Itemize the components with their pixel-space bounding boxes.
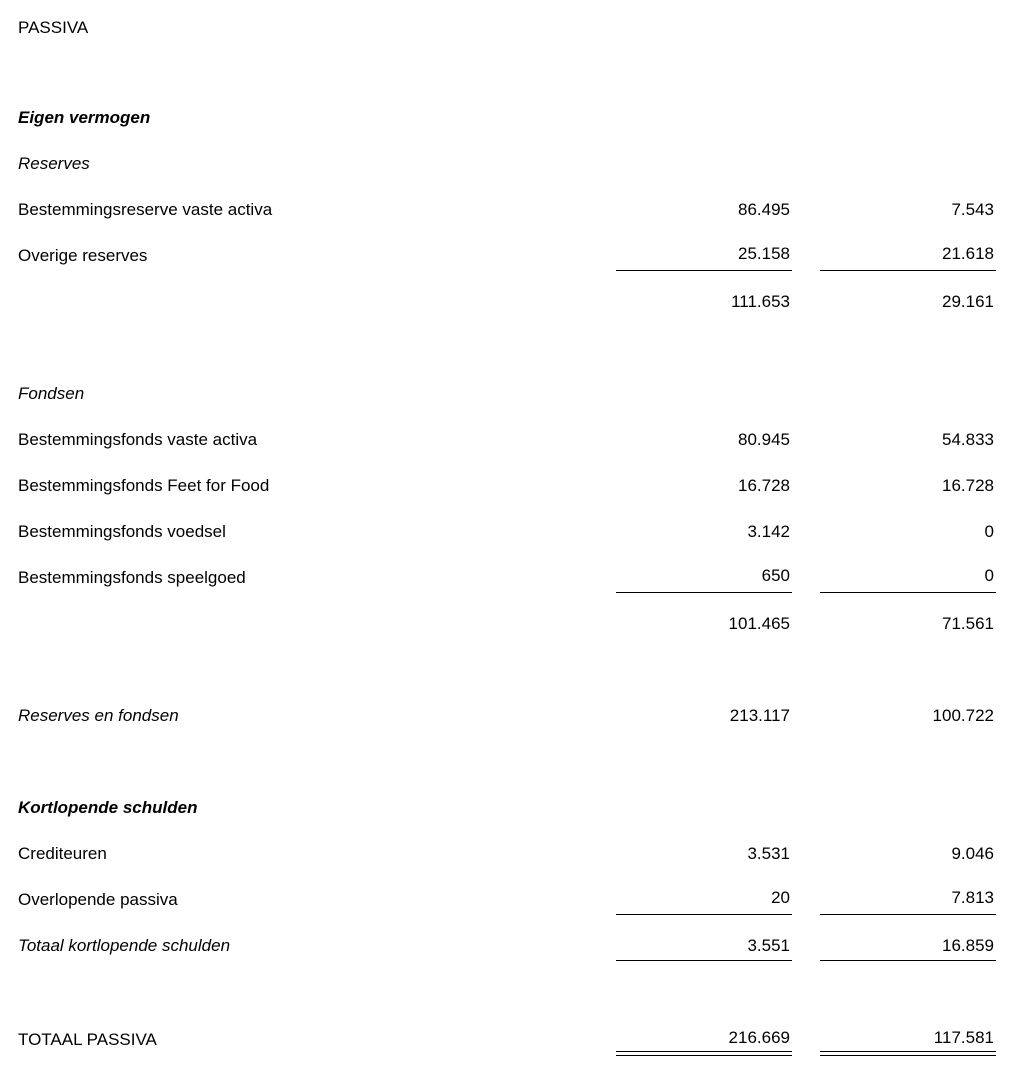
subtotal-col-2: 29.161 [942, 292, 994, 311]
row-label: Bestemmingsreserve vaste activa [18, 200, 273, 219]
value-col-2: 100.722 [932, 706, 994, 725]
table-row [0, 425, 1018, 455]
value-col-1: 25.158 [738, 244, 790, 263]
value-col-1: 16.728 [738, 476, 790, 495]
value-col-2: 9.046 [951, 844, 994, 863]
subtotal-col-2: 71.561 [942, 614, 994, 633]
row-label: Overige reserves [18, 246, 148, 265]
value-col-2: 7.813 [951, 888, 994, 907]
table-row [0, 839, 1018, 869]
page-heading: PASSIVA [18, 18, 89, 37]
total-row-reserves-en-fondsen [0, 701, 1018, 731]
value-col-2: 7.543 [951, 200, 994, 219]
subtotal-rule [616, 914, 792, 915]
subtotal-rule [616, 592, 792, 593]
value-col-2: 21.618 [942, 244, 994, 263]
value-col-1: 86.495 [738, 200, 790, 219]
value-col-1: 3.551 [747, 936, 790, 955]
row-label: Reserves en fondsen [18, 706, 179, 725]
table-row [0, 517, 1018, 547]
total-row-kortlopende-schulden [0, 931, 1018, 961]
value-col-1: 216.669 [728, 1028, 790, 1047]
value-col-1: 213.117 [729, 706, 790, 725]
subtotal-rule [820, 270, 996, 271]
subsection-title: Fondsen [18, 384, 85, 403]
value-col-1: 3.531 [747, 844, 790, 863]
value-col-1: 3.142 [747, 522, 790, 541]
table-row [0, 195, 1018, 225]
section-kortlopende-schulden [0, 793, 1018, 823]
value-col-2: 0 [984, 566, 994, 585]
value-col-2: 117.581 [933, 1028, 994, 1047]
page-heading-row [0, 13, 1018, 43]
grand-total-double-rule [820, 1051, 996, 1056]
value-col-1: 20 [771, 888, 790, 907]
subtotal-col-1: 101.465 [728, 614, 790, 633]
row-label: Bestemmingsfonds Feet for Food [18, 476, 270, 495]
row-label: Crediteuren [18, 844, 107, 863]
row-label: Bestemmingsfonds voedsel [18, 522, 226, 541]
row-label: Bestemmingsfonds vaste activa [18, 430, 258, 449]
subtotal-rule [820, 592, 996, 593]
table-row [0, 471, 1018, 501]
table-row [0, 563, 1018, 593]
row-label: Overlopende passiva [18, 890, 178, 909]
section-title: Eigen vermogen [18, 108, 151, 127]
row-label: Bestemmingsfonds speelgoed [18, 568, 246, 587]
subsection-reserves [0, 149, 1018, 179]
subtotal-rule [820, 914, 996, 915]
row-label: TOTAAL PASSIVA [18, 1030, 157, 1049]
value-col-2: 16.728 [942, 476, 994, 495]
value-col-2: 54.833 [942, 430, 994, 449]
value-col-1: 80.945 [738, 430, 790, 449]
subtotal-row-fondsen [0, 609, 1018, 639]
grand-total-double-rule [616, 1051, 792, 1056]
table-row [0, 241, 1018, 271]
value-col-2: 0 [984, 522, 994, 541]
subsection-fondsen [0, 379, 1018, 409]
row-label: Totaal kortlopende schulden [18, 936, 231, 955]
total-rule [616, 960, 792, 961]
total-rule [820, 960, 996, 961]
value-col-1: 650 [761, 566, 790, 585]
subtotal-col-1: 111.653 [731, 292, 790, 311]
subtotal-row-reserves [0, 287, 1018, 317]
subsection-title: Reserves [18, 154, 90, 173]
table-row [0, 885, 1018, 915]
section-title: Kortlopende schulden [18, 798, 198, 817]
section-eigen-vermogen [0, 103, 1018, 133]
value-col-2: 16.859 [942, 936, 994, 955]
subtotal-rule [616, 270, 792, 271]
